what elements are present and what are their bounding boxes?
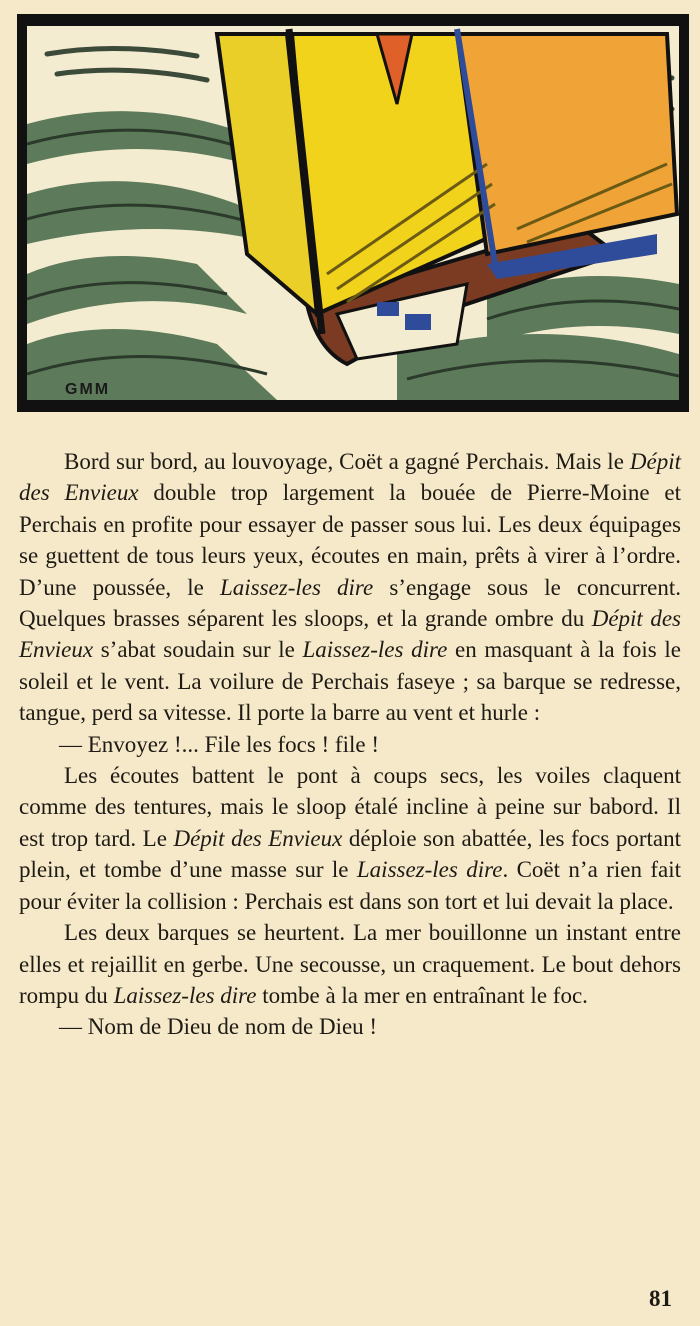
boat-name-italic: Laissez-les dire [356, 857, 503, 883]
boat-name-italic: Laissez-les dire [219, 574, 374, 600]
text-segment: double trop largement la bouée de Pierre-Moine et Perchais en profite pour essayer de passer sous lui. Les deux équipages se guettent de tous leurs yeux, écoutes en main, prêts à virer à l’ordre. D’une poussée, le [19, 480, 681, 600]
text-segment: — Nom de Dieu de nom de Dieu ! [59, 1014, 378, 1040]
sailboat-woodcut-icon [17, 14, 689, 412]
text-segment: déploie son abattée, les focs portant plein, et tombe d’une masse sur le [19, 825, 681, 883]
paragraph-5 [19, 1011, 681, 1042]
paragraph-4 [19, 917, 681, 1011]
text-segment: — Envoyez !... File les focs ! file ! [59, 731, 379, 757]
text-segment: Bord sur bord, au louvoyage, Coët a gagné Perchais. Mais le [64, 449, 630, 474]
text-segment: Les deux barques se heurtent. La mer bouillonne un instant entre elles et rejaillit en gerbe. Une secousse, un craquement. Le bout dehors rompu du [19, 920, 681, 1008]
boat-name-italic: Dépit des Envieux [19, 606, 681, 663]
boat-name-italic: Dépit des Envieux [19, 449, 681, 506]
text-segment: s’abat soudain sur le [93, 637, 303, 663]
text-segment: s’engage sous le concurrent. Quelques brasses séparent les sloops, et la grande ombre du [19, 574, 681, 632]
page-number: 81 [649, 1286, 672, 1311]
paragraph-1 [19, 446, 681, 729]
boat-name-italic: Laissez-les dire [113, 982, 257, 1008]
text-segment: tombe à la mer en entraînant le foc. [256, 982, 588, 1008]
svg-text:GMM: GMM [65, 381, 111, 398]
paragraph-3 [19, 760, 681, 917]
boat-name-italic: Laissez-les dire [302, 637, 448, 663]
text-segment: . Coët n’a rien fait pour éviter la collision : Perchais est dans son tort et lui devait la place. [19, 857, 681, 914]
story-text [19, 446, 681, 1043]
paragraph-2 [19, 729, 681, 760]
woodcut-illustration [17, 14, 689, 412]
boat-name-italic: Dépit des Envieux [173, 825, 343, 851]
text-segment: en masquant à la fois le soleil et le vent. La voilure de Perchais faseye ; sa barque se redresse, tangue, perd sa vitesse. Il porte la barre au vent et hurle : [19, 637, 681, 726]
text-segment: Les écoutes battent le pont à coups secs, les voiles claquent comme des tentures, mais le sloop étalé incline à peine sur babord. Il est trop tard. Le [19, 763, 681, 851]
